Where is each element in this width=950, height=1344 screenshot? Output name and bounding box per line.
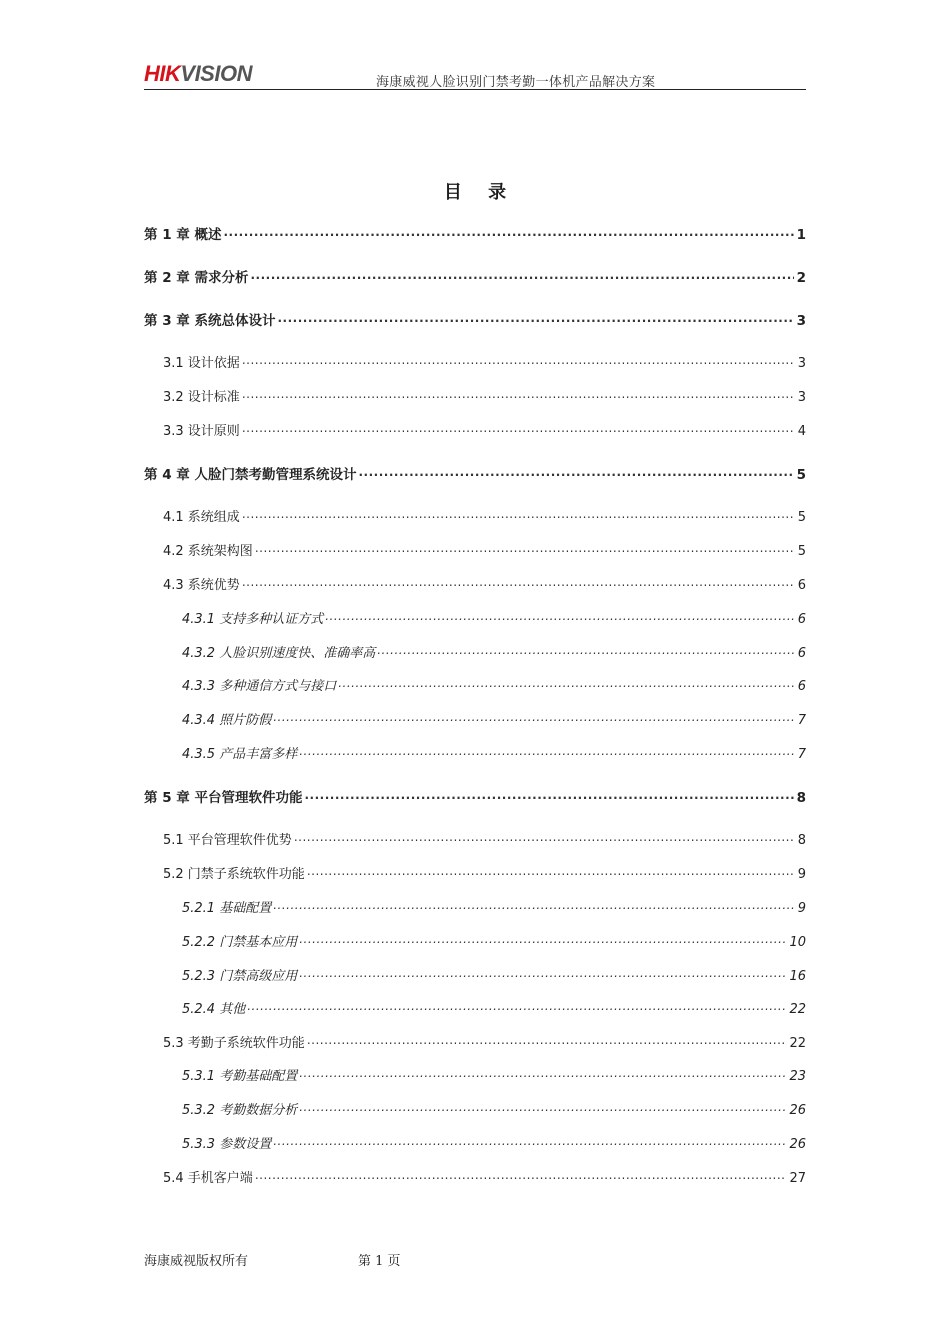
toc-entry-title: 4.2 系统架构图 [163, 544, 253, 559]
toc-entry-title: 第 2 章 需求分析 [144, 270, 249, 286]
toc-entry-page: 10 [789, 935, 806, 950]
toc-entry-page: 5 [797, 510, 806, 525]
toc-entry-page: 9 [797, 901, 806, 916]
toc-entry-title: 5.3.3 参数设置 [182, 1137, 272, 1152]
toc-entry-page: 6 [797, 679, 806, 694]
toc-entry[interactable] [163, 543, 806, 561]
toc-entry[interactable] [182, 712, 806, 730]
toc-entry[interactable] [182, 678, 806, 696]
toc-entry-title: 3.3 设计原则 [163, 424, 240, 439]
toc-entry-title: 3.2 设计标准 [163, 390, 240, 405]
toc-entry-title: 第 3 章 系统总体设计 [144, 313, 276, 329]
toc-entry-title: 5.2.4 其他 [182, 1002, 246, 1017]
toc-entry[interactable] [163, 577, 806, 595]
toc-entry-title: 5.3 考勤子系统软件功能 [163, 1036, 305, 1051]
toc-dot-leader [247, 1001, 786, 1013]
toc-entry[interactable] [144, 789, 806, 807]
toc-entry-page: 26 [789, 1137, 806, 1152]
toc-entry-page: 6 [797, 612, 806, 627]
toc-entry-title: 4.3.5 产品丰富多样 [182, 747, 298, 762]
toc-entry[interactable] [182, 1102, 806, 1120]
toc-dot-leader [251, 270, 794, 282]
toc-dot-leader [242, 577, 795, 589]
toc-entry-page: 23 [789, 1069, 806, 1084]
toc-entry-page: 2 [796, 270, 806, 286]
toc-dot-leader [377, 645, 795, 657]
toc-entry[interactable] [163, 355, 806, 373]
toc-entry-title: 4.3.4 照片防假 [182, 713, 272, 728]
toc-entry[interactable] [182, 746, 806, 764]
toc-dot-leader [273, 900, 795, 912]
toc-entry-page: 8 [796, 790, 806, 806]
toc-dot-leader [299, 1068, 786, 1080]
toc-entry-title: 5.2.3 门禁高级应用 [182, 969, 298, 984]
toc-entry-title: 5.2.2 门禁基本应用 [182, 935, 298, 950]
toc-dot-leader [305, 790, 794, 802]
toc-entry[interactable] [144, 226, 806, 244]
toc-entry-page: 22 [789, 1036, 806, 1051]
toc-heading: 目 录 [443, 182, 517, 203]
toc-entry-page: 3 [797, 390, 806, 405]
toc-entry-page: 27 [789, 1171, 806, 1186]
page-header [144, 62, 806, 90]
toc-entry[interactable] [182, 1136, 806, 1154]
toc-entry[interactable] [163, 866, 806, 884]
toc-entry[interactable] [163, 1035, 806, 1053]
toc-dot-leader [299, 746, 795, 758]
toc-entry-title: 4.3 系统优势 [163, 578, 240, 593]
toc-entry-title: 4.1 系统组成 [163, 510, 240, 525]
toc-entry[interactable] [144, 312, 806, 330]
toc-entry-page: 6 [797, 646, 806, 661]
toc-dot-leader [325, 611, 795, 623]
toc-entry-page: 6 [797, 578, 806, 593]
toc-dot-leader [242, 509, 795, 521]
toc-entry[interactable] [182, 645, 806, 663]
toc-entry[interactable] [163, 389, 806, 407]
toc-entry-page: 5 [797, 544, 806, 559]
toc-dot-leader [294, 832, 795, 844]
toc-entry-title: 3.1 设计依据 [163, 356, 240, 371]
toc-entry[interactable] [163, 832, 806, 850]
page-footer [144, 1250, 401, 1269]
toc-dot-leader [299, 968, 786, 980]
toc-entry[interactable] [144, 269, 806, 287]
toc-entry-title: 5.3.1 考勤基础配置 [182, 1069, 298, 1084]
toc-entry-title: 5.3.2 考勤数据分析 [182, 1103, 298, 1118]
document-title: 海康威视人脸识别门禁考勤一体机产品解决方案 [376, 75, 656, 90]
toc-entry-page: 9 [797, 867, 806, 882]
footer-copyright: 海康威视版权所有 [144, 1254, 249, 1269]
toc-entry-title: 4.3.1 支持多种认证方式 [182, 612, 324, 627]
toc-dot-leader [359, 467, 794, 479]
toc-entry-title: 5.1 平台管理软件优势 [163, 833, 292, 848]
toc-entry-page: 4 [797, 424, 806, 439]
toc-entry-page: 3 [796, 313, 806, 329]
toc-dot-leader [242, 389, 795, 401]
toc-entry-title: 4.3.2 人脸识别速度快、准确率高 [182, 646, 376, 661]
footer-page-number: 第 1 页 [358, 1254, 401, 1269]
toc-entry-page: 3 [797, 356, 806, 371]
toc-dot-leader [299, 934, 786, 946]
toc-dot-leader [338, 678, 795, 690]
toc-dot-leader [255, 543, 795, 555]
toc-entry[interactable] [182, 934, 806, 952]
toc-entry[interactable] [163, 1170, 806, 1188]
toc-entry-page: 22 [789, 1002, 806, 1017]
toc-entry-page: 8 [797, 833, 806, 848]
toc-dot-leader [278, 313, 794, 325]
toc-dot-leader [307, 866, 795, 878]
toc-entry[interactable] [163, 509, 806, 527]
toc-dot-leader [224, 227, 794, 239]
toc-entry[interactable] [182, 1068, 806, 1086]
toc-dot-leader [255, 1170, 787, 1182]
toc-dot-leader [242, 423, 795, 435]
toc-entry-title: 第 4 章 人脸门禁考勤管理系统设计 [144, 467, 357, 483]
toc-entry-title: 5.2.1 基础配置 [182, 901, 272, 916]
toc-entry-page: 16 [789, 969, 806, 984]
toc-entry-page: 7 [797, 747, 806, 762]
toc-dot-leader [242, 355, 795, 367]
toc-entry[interactable] [182, 900, 806, 918]
toc-entry-title: 第 1 章 概述 [144, 227, 222, 243]
hikvision-logo: HIKVISION [144, 61, 252, 86]
toc-entry-title: 5.2 门禁子系统软件功能 [163, 867, 305, 882]
toc-dot-leader [307, 1035, 787, 1047]
toc-entry-title: 4.3.3 多种通信方式与接口 [182, 679, 337, 694]
toc-entry[interactable] [182, 611, 806, 629]
toc-entry[interactable] [144, 466, 806, 484]
toc-entry-page: 26 [789, 1103, 806, 1118]
toc-entry-title: 第 5 章 平台管理软件功能 [144, 790, 303, 806]
toc-dot-leader [299, 1102, 786, 1114]
toc-entry-page: 7 [797, 713, 806, 728]
toc-entry[interactable] [182, 968, 806, 986]
toc-dot-leader [273, 712, 795, 724]
toc-entry[interactable] [163, 423, 806, 441]
toc-entry-page: 5 [796, 467, 806, 483]
toc-entry-title: 5.4 手机客户端 [163, 1171, 253, 1186]
toc-entry-page: 1 [796, 227, 806, 243]
toc-entry[interactable] [182, 1001, 806, 1019]
toc-dot-leader [273, 1136, 786, 1148]
